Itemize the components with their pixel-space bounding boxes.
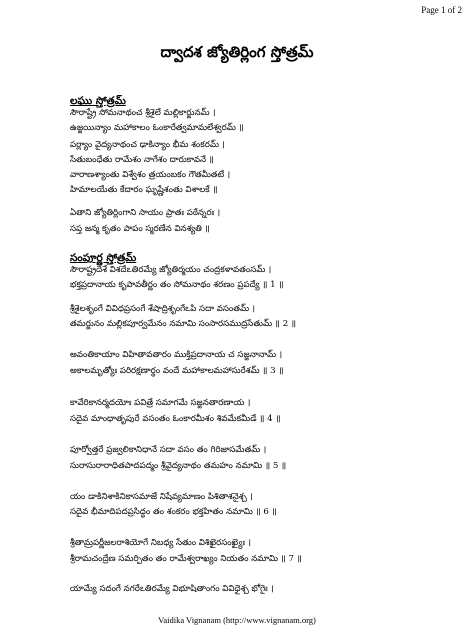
page-title: ద్వాదశ జ్యోతిర్లింగ స్తోత్రమ్ <box>160 43 314 61</box>
section-heading-sampurna: సంపూర్ణ స్తోత్రమ్ <box>70 252 137 264</box>
verse-line: శ్రీతామ్రపర్ణీజలరాశియోగే నిబధ్య సేతుం విశిఖైరసంఖ్యైః । <box>70 538 252 548</box>
verse-line: శ్రీరామచంద్రేణ సమర్పితం తం రామేశ్వరాఖ్యం నియతం నమామి ॥ 7 ॥ <box>70 554 302 564</box>
footer-credit: Vaidika Vignanam (http://www.vignanam.org) <box>158 615 316 625</box>
verse-line: సౌరాష్ట్రే సోమనాథంచ శ్రీశైలే మల్లికార్జునమ్ । <box>70 108 216 118</box>
verse-line: సేతుబంధేతు రామేశం నాగేశం దారుకావనే ॥ <box>70 155 214 165</box>
verse-line: వారాణశ్యాంతు విశ్వేశం త్రయంబకం గౌతమీతటే । <box>70 170 231 180</box>
verse-line: యామ్యే సదంగే నగరేఽతిరమ్యే విభూషితాంగం వివిధైశ్చ భోగైః । <box>70 584 274 594</box>
verse-line: హిమాలయేతు కేదారం ఘృష్ణేశంతు విశాలకే ॥ <box>70 185 218 195</box>
verse-line: సౌరాష్ట్రదేశే విశదేఽతిరమ్యే జ్యోతిర్మయం చంద్రకళావతంసమ్ । <box>70 265 272 275</box>
verse-line: సదైవ మాంధాతృపురే వసంతం ఓంకారమీశం శివమేకమీడే ॥ 4 ॥ <box>70 414 281 424</box>
verse-line: అకాలమృత్యోః పరిరక్షణార్థం వందే మహాకాలమహాసురేశమ్ ॥ 3 ॥ <box>70 366 284 376</box>
verse-line: యం డాకినిశాకినికాసమాజే నిషేవ్యమాణం పిశితాశనైశ్చ । <box>70 492 253 502</box>
verse-line: తమర్జునం మల్లికపూర్వమేనం నమామి సంసారసముద్రసేతుమ్ ॥ 2 ॥ <box>70 319 297 329</box>
verse-line: అవంతికాయాం విహితావతారం ముక్తిప్రదానాయ చ సజ్జనానామ్ । <box>70 350 283 360</box>
verse-line: సదైవ భీమాదిపదప్రసిద్ధం తం శంకరం భక్తహితం నమామి ॥ 6 ॥ <box>70 507 277 517</box>
verse-line: శ్రీశైలశృంగే వివిధప్రసంగే శేషాద్రిశృంగేఽపి సదా వసంతమ్ । <box>70 304 256 314</box>
page-number: Page 1 of 2 <box>421 5 462 15</box>
verse-line: పర్ల్యాం వైద్యనాథంచ ఢాకిన్యాం భీమ శంకరమ్ । <box>70 140 225 150</box>
verse-line: ఉజ్జయిన్యాం మహాకాలం ఓంకారేత్వమామలేశ్వరమ్ ॥ <box>70 123 244 133</box>
verse-line: ఏతాని జ్యోతిర్లింగాని సాయం ప్రాతః పఠేన్నరః । <box>70 208 221 218</box>
section-heading-laghu: లఘు స్తోత్రమ్ <box>70 95 126 107</box>
verse-line: పూర్వోత్తరే ప్రజ్వలికానిధానే సదా వసం తం గిరిజాసమేతమ్ । <box>70 445 267 455</box>
verse-line: సప్త జన్మ కృతం పాపం స్మరణేన వినశ్యతి ॥ <box>70 224 210 234</box>
verse-line: భక్తప్రదానాయ కృపావతీర్ణం తం సోమనాథం శరణం ప్రపద్యే ॥ 1 ॥ <box>70 280 284 290</box>
verse-line: కావేరికానర్మదయోః పవిత్రే సమాగమే సజ్జనతారణాయ । <box>70 398 251 408</box>
verse-line: సురాసురారాధితపాదపద్మం శ్రీవైద్యనాథం తమహం నమామి ॥ 5 ॥ <box>70 461 287 471</box>
